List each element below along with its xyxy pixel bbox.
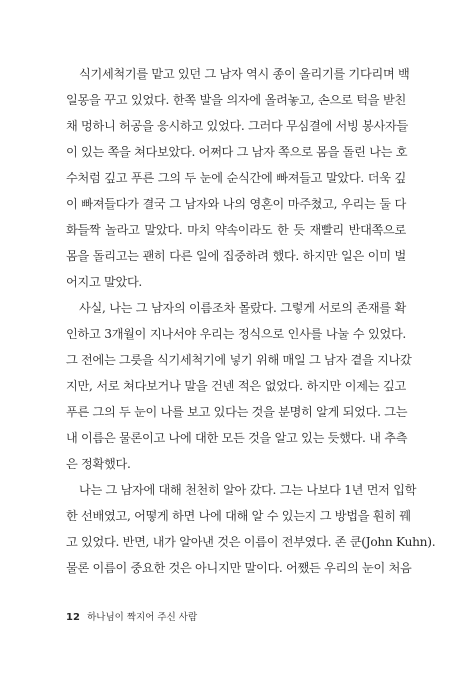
- text-line: 몸을 돌리고는 괜히 다른 일에 집중하려 했다. 하지만 일은 이미 벌: [66, 249, 406, 263]
- text-line: 어지고 말았다.: [66, 275, 142, 289]
- running-title: 하나님이 짝지어 주신 사람: [87, 612, 198, 623]
- text-line: 사실, 나는 그 남자의 이름조차 몰랐다. 그렇게 서로의 존재를 확: [79, 301, 406, 315]
- text-line: 수처럼 깊고 푸른 그의 두 눈에 순식간에 빠져들고 말았다. 더욱 깊: [66, 171, 406, 185]
- page-footer: [66, 611, 197, 625]
- text-line: 화들짝 놀라고 말았다. 마치 약속이라도 한 듯 재빨리 반대쪽으로: [66, 223, 406, 237]
- text-line: 이 빠져들다가 결국 그 남자와 나의 영혼이 마주쳤고, 우리는 둘 다: [66, 197, 406, 211]
- page-number: 12: [66, 612, 80, 623]
- text-line: 한 선배였고, 어떻게 하면 나에 대해 알 수 있는지 그 방법을 훤히 꿰: [66, 509, 411, 523]
- text-line: 지만, 서로 쳐다보거나 말을 건넨 적은 없었다. 하지만 이제는 깊고: [66, 379, 406, 393]
- text-line: 은 정확했다.: [66, 457, 131, 471]
- text-line: 이 있는 쪽을 쳐다보았다. 어쩌다 그 남자 쪽으로 몸을 돌린 나는 호: [66, 145, 408, 159]
- text-line: 식기세척기를 맡고 있던 그 남자 역시 종이 올리기를 기다리며 백: [79, 67, 410, 81]
- text-line: 고 있었다. 반면, 내가 알아낸 것은 이름이 전부였다. 존 쿤(John Kuhn).: [66, 535, 436, 549]
- text-line: 내 이름은 물론이고 나에 대한 모든 것을 알고 있는 듯했다. 내 추측: [66, 431, 408, 445]
- text-line: 인하고 3개월이 지나서야 우리는 정식으로 인사를 나눌 수 있었다.: [66, 327, 406, 341]
- text-line: 물론 이름이 중요한 것은 아니지만 말이다. 어쨌든 우리의 눈이 처음: [66, 561, 412, 575]
- text-line: 푸른 그의 두 눈이 나를 보고 있다는 것을 분명히 알게 되었다. 그는: [66, 405, 408, 419]
- text-line: 일몽을 꾸고 있었다. 한쪽 발을 의자에 올려놓고, 손으로 턱을 받친: [66, 93, 406, 107]
- text-line: 채 멍하니 허공을 응시하고 있었다. 그러다 무심결에 서빙 봉사자들: [66, 119, 408, 133]
- text-line: 그 전에는 그릇을 식기세척기에 넣기 위해 매일 그 남자 곁을 지나갔: [66, 353, 412, 367]
- text-line: 나는 그 남자에 대해 천천히 알아 갔다. 그는 나보다 1년 먼저 입학: [79, 483, 417, 497]
